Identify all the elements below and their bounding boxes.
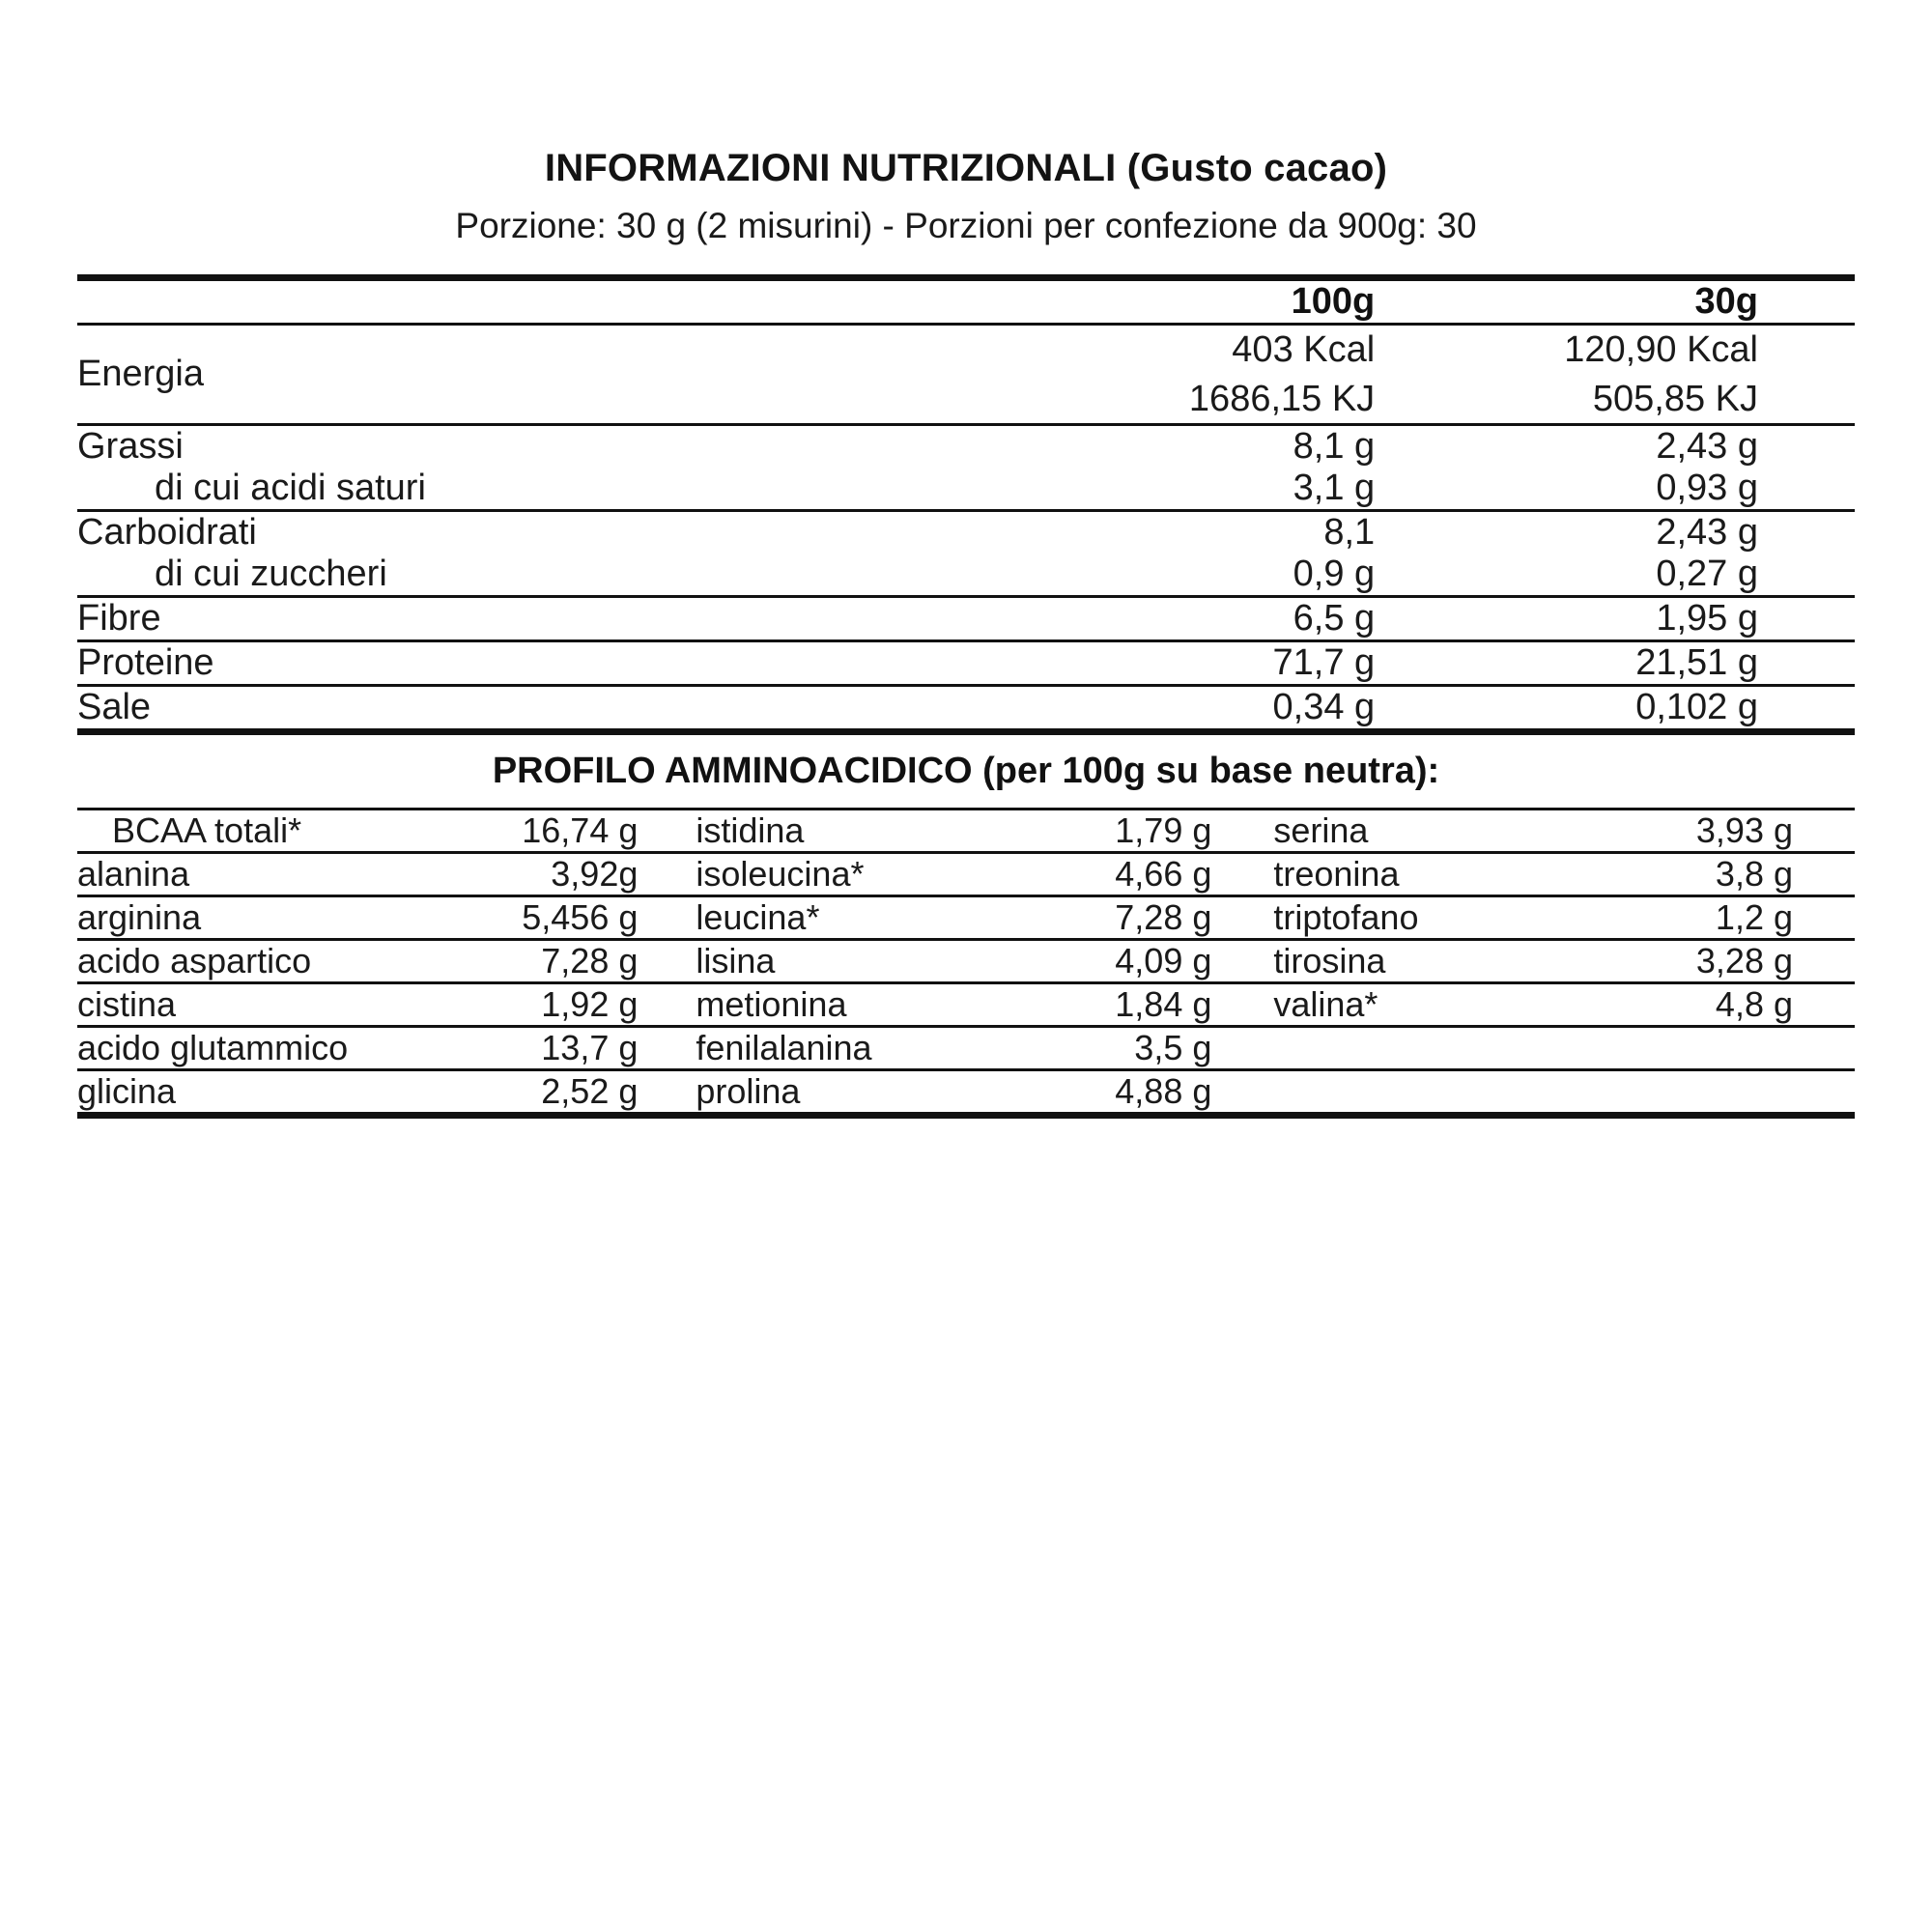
row-value-energia-100g — [895, 326, 1375, 422]
row-value-proteine-30g: 21,51 g — [1635, 641, 1758, 683]
row-label-grassi: Grassi — [77, 425, 184, 467]
row-label-sale: Sale — [77, 686, 152, 727]
table-row — [77, 1071, 1855, 1112]
row-value-carboidrati-100g: 8,1 — [1323, 511, 1376, 553]
amino-value-arginina: 5,456 g — [522, 896, 639, 937]
table-top-rule — [77, 274, 1855, 281]
amino-value-acido-aspartico: 7,28 g — [541, 940, 639, 980]
amino-label-lisina: lisina — [696, 940, 776, 980]
amino-label-alanina: alanina — [77, 853, 190, 894]
header-blank — [77, 281, 895, 323]
header-100g: 100g — [1291, 281, 1376, 323]
row-value-acidi-saturi-30g: 0,93 g — [1656, 467, 1758, 508]
amino-value-alanina: 3,92g — [551, 853, 639, 894]
amino-value-leucina: 7,28 g — [1115, 896, 1212, 937]
table-row — [77, 854, 1855, 895]
energia-100g-kj: 1686,15 KJ — [1188, 378, 1376, 419]
row-label-acidi-saturi: di cui acidi saturi — [155, 467, 426, 508]
amino-value-empty-2 — [1571, 1071, 1855, 1112]
row-value-zuccheri-30g: 0,27 g — [1656, 553, 1758, 594]
table-row-grassi — [77, 426, 1855, 468]
row-value-grassi-30g: 2,43 g — [1656, 425, 1758, 467]
table-row — [77, 897, 1855, 938]
amino-value-prolina: 4,88 g — [1115, 1070, 1212, 1111]
row-value-carboidrati-30g: 2,43 g — [1656, 511, 1758, 553]
table-bottom-rule — [77, 1112, 1855, 1119]
amino-label-leucina: leucina* — [696, 896, 820, 937]
amino-value-tirosina: 3,28 g — [1695, 940, 1793, 980]
row-value-fibre-100g: 6,5 g — [1293, 597, 1376, 639]
table-row-zuccheri — [77, 554, 1855, 595]
amino-value-istidina: 1,79 g — [1115, 810, 1212, 850]
row-label-zuccheri: di cui zuccheri — [155, 553, 387, 594]
nutrition-table — [77, 281, 1855, 727]
table-row — [77, 810, 1855, 851]
amino-value-glicina: 2,52 g — [541, 1070, 639, 1111]
table-row — [77, 984, 1855, 1025]
row-label-fibre: Fibre — [77, 597, 161, 639]
amino-label-serina: serina — [1273, 810, 1369, 850]
energia-30g-kcal: 120,90 Kcal — [1564, 329, 1758, 371]
row-value-sale-100g: 0,34 g — [1272, 686, 1376, 727]
amino-value-fenilalanina: 3,5 g — [1134, 1027, 1212, 1067]
row-value-fibre-30g: 1,95 g — [1656, 597, 1758, 639]
amino-value-empty-1 — [1571, 1028, 1855, 1068]
amino-label-triptofano: triptofano — [1273, 896, 1419, 937]
amino-label-prolina: prolina — [696, 1070, 801, 1111]
table-header-row — [77, 281, 1855, 323]
header-30g: 30g — [1694, 281, 1758, 323]
serving-subtitle: Porzione: 30 g (2 misurini) - Porzioni per confezione da 900g: 30 — [455, 206, 1477, 245]
amino-value-acido-glutammico: 13,7 g — [541, 1027, 639, 1067]
table-row — [77, 941, 1855, 981]
amino-value-triptofano: 1,2 g — [1715, 896, 1793, 937]
amino-value-cistina: 1,92 g — [541, 983, 639, 1024]
amino-label-glicina: glicina — [77, 1070, 177, 1111]
row-value-energia-30g — [1375, 326, 1855, 422]
amino-label-valina: valina* — [1273, 983, 1378, 1024]
amino-label-tirosina: tirosina — [1273, 940, 1386, 980]
amino-value-bcaa-totali: 16,74 g — [522, 810, 639, 850]
amino-value-metionina: 1,84 g — [1115, 983, 1212, 1024]
table-row-fibre — [77, 598, 1855, 639]
amino-value-lisina: 4,09 g — [1115, 940, 1212, 980]
amino-label-empty-2 — [1250, 1071, 1570, 1112]
amino-label-acido-aspartico: acido aspartico — [77, 940, 312, 980]
table-row — [77, 1028, 1855, 1068]
amino-label-metionina: metionina — [696, 983, 847, 1024]
amino-value-valina: 4,8 g — [1715, 983, 1793, 1024]
energia-100g-kcal: 403 Kcal — [1232, 329, 1376, 371]
row-value-proteine-100g: 71,7 g — [1272, 641, 1376, 683]
row-label-energia: Energia — [77, 354, 204, 395]
amino-label-istidina: istidina — [696, 810, 805, 850]
table-row-carboidrati — [77, 512, 1855, 554]
table-row-acidi-saturi — [77, 468, 1855, 509]
row-value-acidi-saturi-100g: 3,1 g — [1293, 467, 1376, 508]
amino-label-cistina: cistina — [77, 983, 177, 1024]
amino-label-empty-1 — [1250, 1028, 1570, 1068]
row-value-zuccheri-100g: 0,9 g — [1293, 553, 1376, 594]
amino-acid-table — [77, 810, 1855, 1112]
row-label-proteine: Proteine — [77, 641, 214, 683]
table-row-sale — [77, 687, 1855, 728]
page-title: INFORMAZIONI NUTRIZIONALI (Gusto cacao) — [544, 147, 1388, 189]
row-value-sale-30g: 0,102 g — [1635, 686, 1758, 727]
row-label-carboidrati: Carboidrati — [77, 511, 257, 553]
nutrition-label — [77, 145, 1855, 1119]
table-row-energia — [77, 326, 1855, 422]
rule-before-amino-banner — [77, 728, 1855, 735]
amino-profile-banner: PROFILO AMMINOACIDICO (per 100g su base neutra): — [492, 750, 1440, 791]
amino-label-acido-glutammico: acido glutammico — [77, 1027, 349, 1067]
table-row-proteine — [77, 642, 1855, 684]
amino-value-serina: 3,93 g — [1695, 810, 1793, 850]
amino-label-bcaa-totali: BCAA totali* — [112, 810, 302, 850]
amino-label-arginina: arginina — [77, 896, 202, 937]
amino-label-treonina: treonina — [1273, 853, 1400, 894]
amino-value-treonina: 3,8 g — [1715, 853, 1793, 894]
energia-30g-kj: 505,85 KJ — [1592, 378, 1758, 419]
amino-value-isoleucina: 4,66 g — [1115, 853, 1212, 894]
amino-label-fenilalanina: fenilalanina — [696, 1027, 872, 1067]
row-value-grassi-100g: 8,1 g — [1293, 425, 1376, 467]
amino-label-isoleucina: isoleucina* — [696, 853, 865, 894]
